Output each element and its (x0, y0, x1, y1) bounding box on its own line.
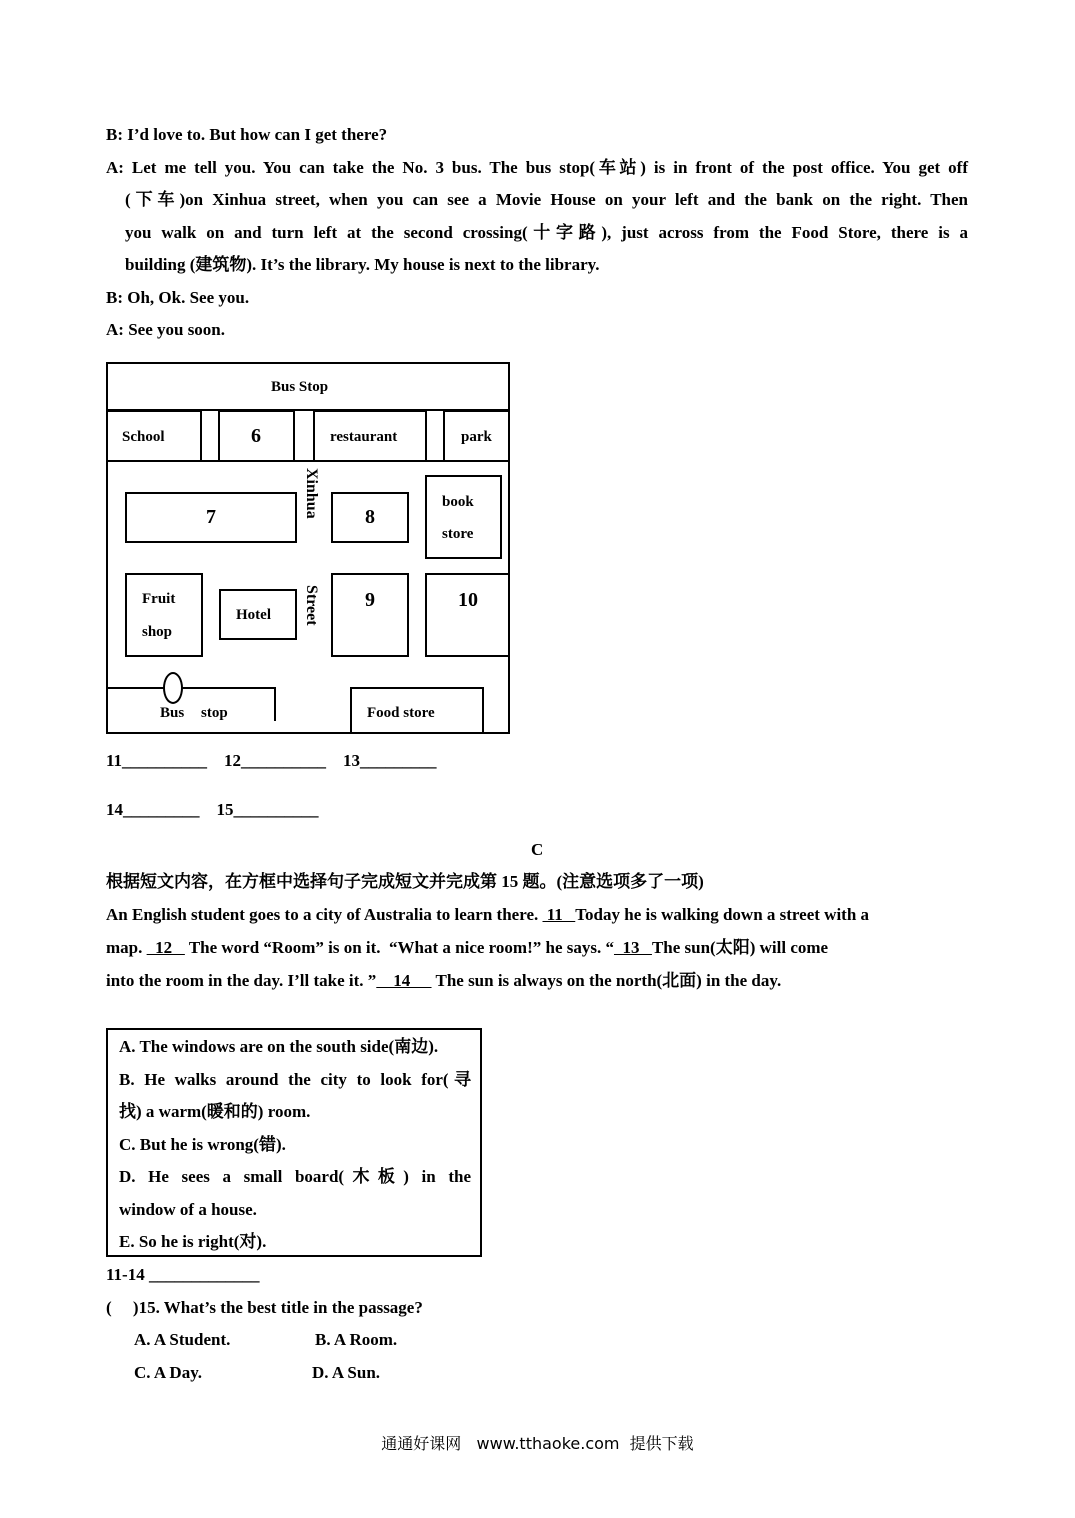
street-label: Street (303, 585, 320, 626)
options-box (106, 1028, 482, 1257)
q15-option-b: B. A Room. (315, 1330, 398, 1349)
blank-12: 12 (146, 938, 185, 957)
q15-option-c: C. A Day. (134, 1363, 203, 1382)
fruit-shop-label-1: Fruit (142, 591, 176, 607)
fruit-shop-box (125, 573, 203, 657)
building-10-number: 10 (458, 589, 478, 611)
park-box (443, 410, 510, 462)
blank-11: 11 (542, 905, 576, 924)
option-b: B. He walks around the city to look for(寻 (119, 1070, 471, 1089)
section-instruction: 根据短文内容，在方框中选择句子完成短文并完成第 15 题。(注意选项多了一项) (106, 872, 704, 891)
bookstore-label-1: book (442, 494, 474, 510)
school-box (108, 410, 202, 462)
dialogue-line-a2: A: See you soon. (106, 320, 226, 339)
dialogue-line-b1: B: I’d love to. But how can I get there? (106, 125, 388, 144)
road-line (274, 687, 276, 721)
school-label: School (122, 429, 165, 445)
bookstore-label-2: store (442, 526, 474, 542)
dialogue-line-a1-cont: you walk on and turn left at the second crossing(十字路), just across from the Food Store, there is a (125, 223, 968, 242)
q15-option-a: A. A Student. (134, 1330, 231, 1349)
section-letter: C (531, 840, 544, 859)
passage-text: An English student goes to a city of Australia to learn there. (106, 905, 543, 924)
food-store-box (350, 687, 484, 734)
passage-text: The sun(太阳) will come (651, 938, 829, 957)
fruit-shop-label-2: shop (142, 624, 173, 640)
blank-13: 13 (613, 938, 652, 957)
building-8-number: 8 (365, 506, 375, 528)
option-e: E. So he is right(对). (119, 1232, 267, 1251)
option-d-cont: window of a house. (119, 1200, 257, 1219)
q15-option-d: D. A Sun. (312, 1363, 381, 1382)
restaurant-box (313, 410, 427, 462)
passage-line-1 (106, 904, 869, 926)
street-map (106, 362, 510, 734)
passage-text: map. (106, 938, 147, 957)
food-store-label: Food store (367, 705, 435, 721)
passage-line-2 (106, 937, 828, 959)
bus-stop-bottom-label-1: Bus (160, 705, 185, 721)
bus-stop-top-label: Bus Stop (271, 379, 329, 395)
building-8 (331, 492, 409, 543)
option-a: A. The windows are on the south side(南边). (119, 1037, 439, 1056)
dialogue-line-b2: B: Oh, Ok. See you. (106, 288, 250, 307)
dialogue-line-a1-cont: building (建筑物). It’s the library. My house is next to the library. (125, 255, 600, 274)
building-7-number: 7 (206, 506, 216, 528)
bus-stop-bottom-label-2: stop (201, 705, 228, 721)
building-9 (331, 573, 409, 657)
answer-blanks-row-1: 11__________ 12__________ 13_________ (106, 751, 437, 770)
building-7 (125, 492, 297, 543)
dialogue-line-a1-cont: (下车)on Xinhua street, when you can see a Movie House on your left and the bank on the right. Then (125, 190, 968, 209)
road-line (108, 460, 508, 462)
passage-text: into the room in the day. I’ll take it. ” (106, 971, 377, 990)
passage-line-3 (106, 970, 781, 992)
passage-text: The word “Room” is on it. “What a nice room!” he says. “ (184, 938, 614, 957)
building-10 (425, 573, 510, 657)
restaurant-label: restaurant (330, 429, 398, 445)
option-c: C. But he is wrong(错). (119, 1135, 286, 1154)
passage-text: Today he is walking down a street with a (575, 905, 870, 924)
building-9-number: 9 (365, 589, 375, 611)
answer-blanks-row-2: 14_________ 15__________ (106, 800, 319, 819)
option-b-cont: 找) a warm(暖和的) room. (119, 1102, 311, 1121)
building-6-number: 6 (251, 425, 261, 447)
option-d: D. He sees a small board(木板) in the (119, 1167, 471, 1186)
question-15: ( )15. What’s the best title in the passage? (106, 1298, 423, 1317)
footer: 通通好课网 www.tthaoke.com 提供下载 (381, 1434, 694, 1453)
bus-stop-sign-icon (163, 672, 183, 704)
park-label: park (461, 429, 492, 445)
hotel-box (219, 589, 297, 640)
dialogue-line-a1: A: Let me tell you. You can take the No. 3 bus. The bus stop(车站) is in front of the post office. You get off (106, 158, 968, 177)
road-line (108, 687, 275, 689)
passage-text: The sun is always on the north(北面) in the day. (431, 971, 782, 990)
answer-line: 11-14 _____________ (106, 1265, 260, 1284)
bookstore-box (425, 475, 502, 559)
xinhua-street-label: Xinhua (303, 468, 320, 519)
hotel-label: Hotel (236, 607, 271, 623)
blank-14: 14 (376, 971, 432, 990)
building-6 (218, 410, 295, 462)
